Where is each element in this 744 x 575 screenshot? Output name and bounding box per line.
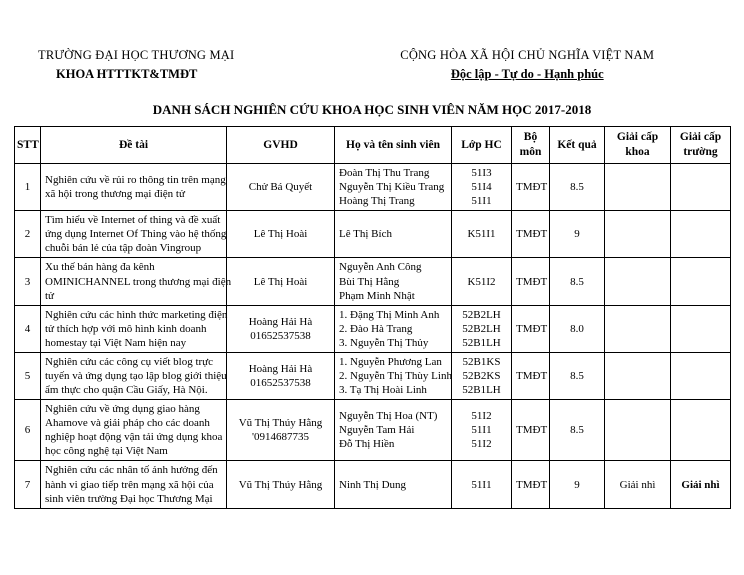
document-header [14,48,730,82]
cell-lop-hc: 51I3 51I4 51I1 [452,164,512,211]
cell-ho-ten: Đoàn Thị Thu Trang Nguyễn Thị Kiều Trang Hoàng Thị Trang [335,164,452,211]
cell-giai-cap-khoa [605,400,671,461]
column-header-giai-cap-khoa: Giải cấp khoa [605,127,671,164]
cell-bo-mon: TMĐT [512,461,550,508]
cell-lop-hc: K51I1 [452,211,512,258]
cell-gvhd: Lê Thị Hoài [227,258,335,305]
cell-stt: 3 [15,258,41,305]
cell-de-tai: Nghiên cứu các công cụ viết blog trực tuyến và ứng dụng tạo lập blog giới thiệu ẩm thực cho quận Cầu Giấy, Hà Nội. [41,352,227,399]
table-row [15,461,731,508]
cell-ho-ten: Nguyễn Thị Hoa (NT) Nguyễn Tam Hải Đỗ Thị Hiền [335,400,452,461]
cell-stt: 5 [15,352,41,399]
cell-bo-mon: TMĐT [512,164,550,211]
table-header-row [15,127,731,164]
cell-lop-hc: K51I2 [452,258,512,305]
cell-bo-mon: TMĐT [512,258,550,305]
cell-lop-hc: 52B1KS 52B2KS 52B1LH [452,352,512,399]
cell-giai-cap-truong [671,305,731,352]
cell-giai-cap-truong [671,258,731,305]
university-name: TRƯỜNG ĐẠI HỌC THƯƠNG MẠI [38,48,235,62]
cell-ho-ten: 1. Đặng Thị Minh Anh 2. Đào Hà Trang 3. Nguyễn Thị Thủy [335,305,452,352]
cell-lop-hc: 51I1 [452,461,512,508]
national-title: CỘNG HÒA XÃ HỘI CHỦ NGHĨA VIỆT NAM [400,48,655,62]
cell-de-tai: Nghiên cứu về rủi ro thông tin trên mạng xã hội trong thương mại điện tử [41,164,227,211]
cell-lop-hc: 51I2 51I1 51I2 [452,400,512,461]
cell-ket-qua: 8.0 [550,305,605,352]
cell-giai-cap-khoa [605,352,671,399]
table-row [15,352,731,399]
cell-giai-cap-truong: Giải nhì [671,461,731,508]
cell-ho-ten: 1. Nguyễn Phương Lan 2. Nguyễn Thị Thùy Linh 3. Tạ Thị Hoài Linh [335,352,452,399]
cell-ket-qua: 8.5 [550,352,605,399]
cell-ho-ten: Nguyễn Anh Công Bùi Thị Hằng Phạm Minh Nhật [335,258,452,305]
cell-gvhd: Vũ Thị Thúy Hằng '0914687735 [227,400,335,461]
cell-stt: 6 [15,400,41,461]
column-header-lop-hc: Lớp HC [452,127,512,164]
table-row [15,211,731,258]
column-header-ho-ten: Họ và tên sinh viên [335,127,452,164]
cell-bo-mon: TMĐT [512,400,550,461]
cell-stt: 7 [15,461,41,508]
cell-giai-cap-khoa [605,258,671,305]
cell-de-tai: Nghiên cứu các hình thức marketing điện tử thích hợp với mô hình kinh doanh homestay tại Việt Nam hiện nay [41,305,227,352]
cell-giai-cap-truong [671,352,731,399]
cell-giai-cap-khoa [605,211,671,258]
header-right-block [335,48,720,82]
cell-gvhd: Hoàng Hải Hà 01652537538 [227,305,335,352]
page-title: DANH SÁCH NGHIÊN CỨU KHOA HỌC SINH VIÊN NĂM HỌC 2017-2018 [152,102,592,117]
cell-stt: 2 [15,211,41,258]
cell-ket-qua: 9 [550,461,605,508]
cell-bo-mon: TMĐT [512,305,550,352]
column-header-de-tai: Đề tài [41,127,227,164]
cell-gvhd: Lê Thị Hoài [227,211,335,258]
table-row [15,258,731,305]
cell-giai-cap-khoa [605,164,671,211]
faculty-name: KHOA HTTTKT&TMĐT [56,67,198,81]
cell-gvhd: Hoàng Hải Hà 01652537538 [227,352,335,399]
cell-de-tai: Nghiên cứu các nhân tố ảnh hưởng đến hành vi giao tiếp trên mạng xã hội của sinh viên trường Đại học Thương Mại [41,461,227,508]
cell-de-tai: Tìm hiểu về Internet of thing và đề xuất ứng dụng Internet Of Thing vào hệ thống chuỗi bán lẻ của tập đoàn Vingroup [41,211,227,258]
cell-ket-qua: 8.5 [550,400,605,461]
cell-giai-cap-truong [671,211,731,258]
cell-lop-hc: 52B2LH 52B2LH 52B1LH [452,305,512,352]
cell-giai-cap-truong [671,164,731,211]
cell-stt: 1 [15,164,41,211]
cell-ket-qua: 9 [550,211,605,258]
cell-de-tai: Xu thế bán hàng đa kênh OMINICHANNEL trong thương mại điện tử [41,258,227,305]
column-header-ket-qua: Kết quả [550,127,605,164]
cell-bo-mon: TMĐT [512,211,550,258]
cell-ket-qua: 8.5 [550,164,605,211]
cell-gvhd: Vũ Thị Thúy Hằng [227,461,335,508]
research-projects-table [14,126,731,509]
cell-ho-ten: Ninh Thị Dung [335,461,452,508]
cell-ket-qua: 8.5 [550,258,605,305]
table-row [15,400,731,461]
national-motto: Độc lập - Tự do - Hạnh phúc [450,67,604,81]
cell-stt: 4 [15,305,41,352]
column-header-stt: STT [15,127,41,164]
column-header-bo-mon: Bộ môn [512,127,550,164]
cell-ho-ten: Lê Thị Bích [335,211,452,258]
cell-giai-cap-truong [671,400,731,461]
cell-giai-cap-khoa [605,305,671,352]
cell-bo-mon: TMĐT [512,352,550,399]
cell-giai-cap-khoa: Giải nhì [605,461,671,508]
column-header-gvhd: GVHD [227,127,335,164]
header-left-block [38,48,335,82]
column-header-giai-cap-truong: Giải cấp trường [671,127,731,164]
table-row [15,305,731,352]
cell-gvhd: Chử Bá Quyết [227,164,335,211]
table-row [15,164,731,211]
table-body [15,164,731,509]
cell-de-tai: Nghiên cứu về ứng dụng giao hàng Ahamove và giải pháp cho các doanh nghiệp hoạt động vận tải ứng dụng khoa học công nghệ tại Việt Nam [41,400,227,461]
